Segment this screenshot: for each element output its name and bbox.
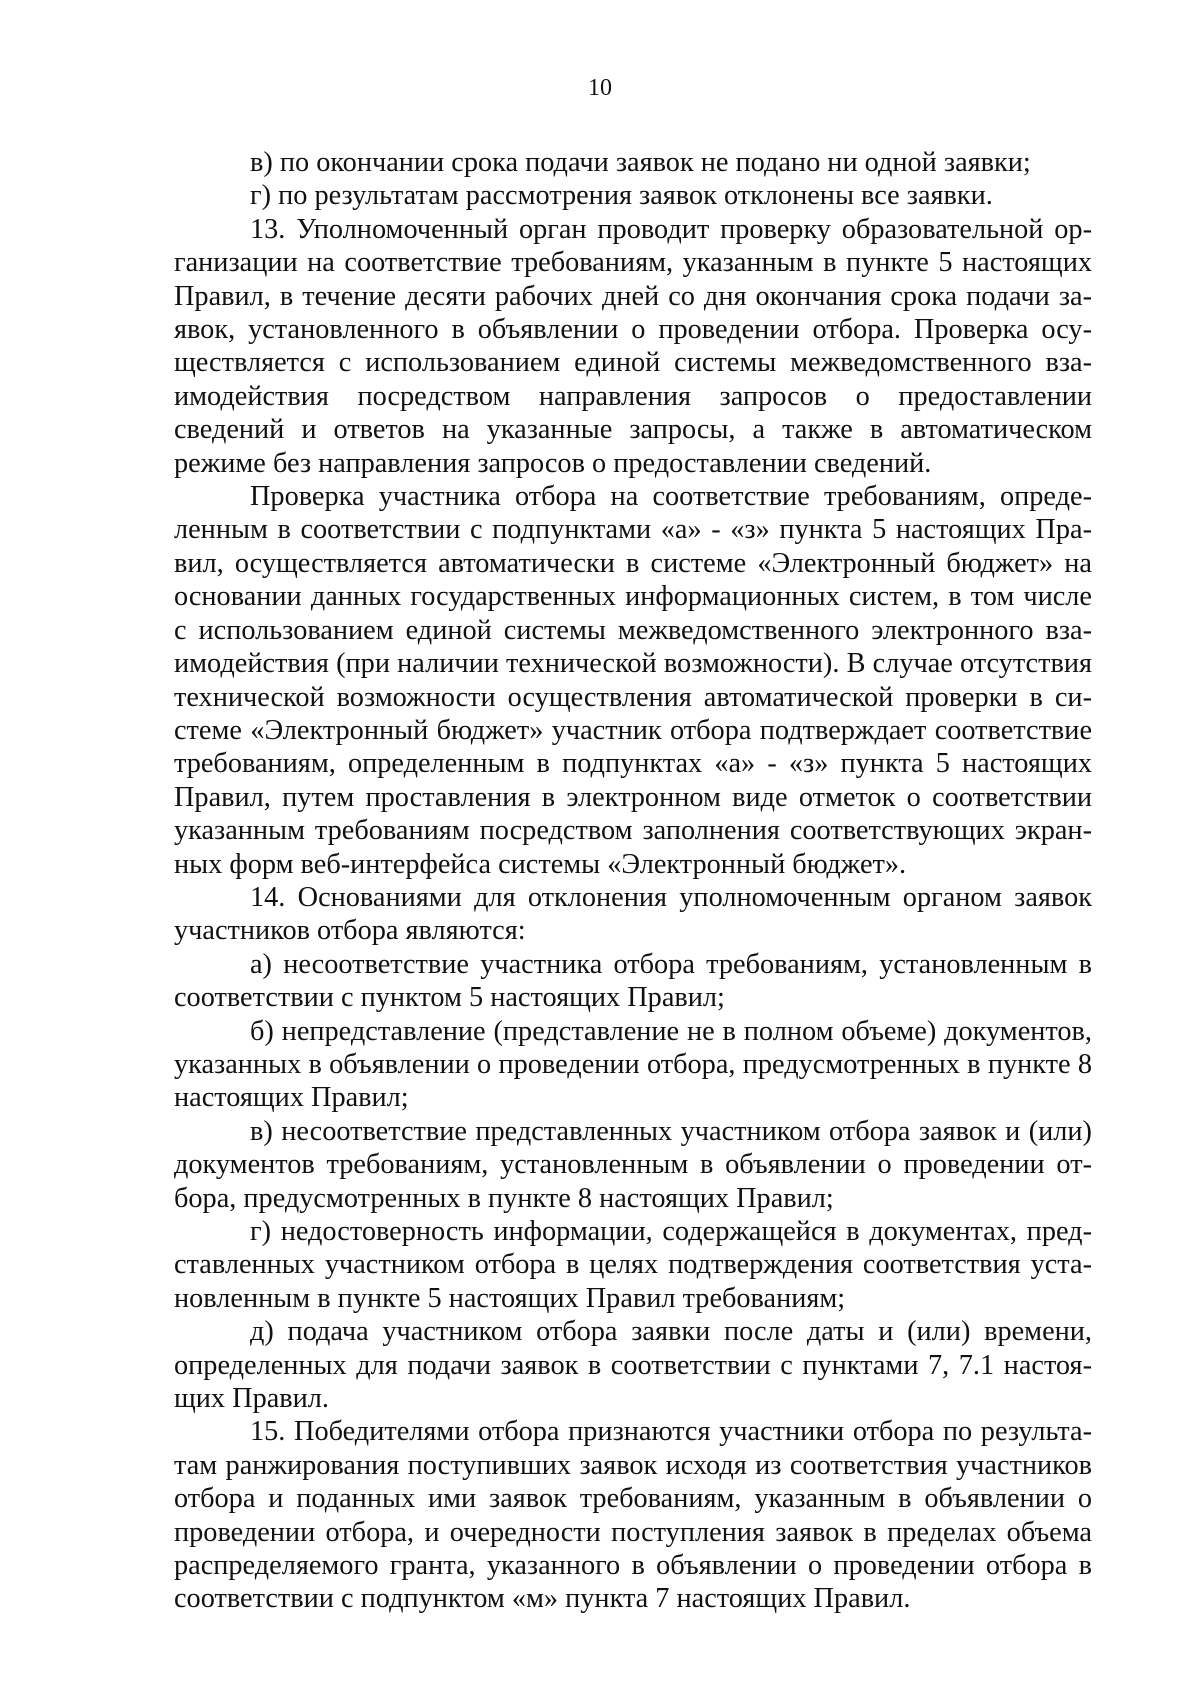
paragraph-13-verification: 13. Уполномоченный орган проводит проверку образовательной организации на соответствие требованиям, указанным в пункте 5 настоящих Правил, в течение десяти рабочих дней со дня окончания срока подачи заявок, установленного в объявлении о проведении отбора. Проверка осуществляется с использованием единой системы межведомственного взаимодействия посредством направления запросов о предоставлении сведений и ответов на указанные запросы, а также в автоматическом режиме без направления запросов о предоставлении сведений. — [174, 213, 1092, 479]
paragraph-item-v-document-nonconformity: в) несоответствие представленных участником отбора заявок и (или) документов требованиям, установленным в объявлении о проведении отбора, предусмотренных в пункте 8 настоящих Правил; — [174, 1115, 1092, 1214]
paragraph-item-a-nonconformity: а) несоответствие участника отбора требованиям, установленным в соответствии с пунктом 5 настоящих Правил; — [174, 948, 1092, 1014]
paragraph-item-g-false-information: г) недостоверность информации, содержащейся в документах, представленных участником отбора в целях подтверждения соответствия установленным в пункте 5 настоящих Правил требованиям; — [174, 1216, 1092, 1314]
paragraph-item-b-missing-documents: б) непредставление (представление не в полном объеме) документов, указанных в объявлении о проведении отбора, предусмотренных в пункте 8 настоящих Правил; — [174, 1015, 1092, 1114]
document-body — [174, 146, 1092, 1616]
paragraph-item-d-late-submission: д) подача участником отбора заявки после даты и (или) времени, определенных для подачи заявок в соответствии с пунктами 7, 7.1 настоящих Правил. — [174, 1316, 1092, 1415]
paragraph-item-v-no-applications: в) по окончании срока подачи заявок не подано ни одной заявки; — [250, 147, 1031, 178]
paragraph-item-g-all-rejected: г) по результатам рассмотрения заявок отклонены все заявки. — [250, 180, 993, 212]
paragraph-15-winners: 15. Победителями отбора признаются участники отбора по результатам ранжирования поступивших заявок исходя из соответствия участников отбора и поданных ими заявок требованиям, указанным в объявлении о проведении отбора, и очередности поступления заявок в пределах объема распределяемого гранта, указанного в объявлении о проведении отбора в соответствии с подпунктом «м» пункта 7 настоящих Правил. — [174, 1416, 1092, 1615]
paragraph-14-rejection-grounds: 14. Основаниями для отклонения уполномоченным органом заявок участников отбора являются: — [174, 881, 1092, 947]
page-number: 10 — [588, 75, 612, 101]
paragraph-verification-electronic-budget: Проверка участника отбора на соответствие требованиям, определенным в соответствии с подпунктами «а» - «з» пункта 5 настоящих Правил, осуществляется автоматически в системе «Электронный бюджет» на основании данных государственных информационных систем, в том числе с использованием единой системы межведомственного электронного взаимодействия (при наличии технической возможности). В случае отсутствия технической возможности осуществления автоматической проверки в системе «Электронный бюджет» участник отбора подтверждает соответствие требованиям, определенным в подпунктах «а» - «з» пункта 5 настоящих Правил, путем проставления в электронном виде отметок о соответствии указанным требованиям посредством заполнения соответствующих экранных форм веб-интерфейса системы «Электронный бюджет». — [174, 481, 1092, 880]
